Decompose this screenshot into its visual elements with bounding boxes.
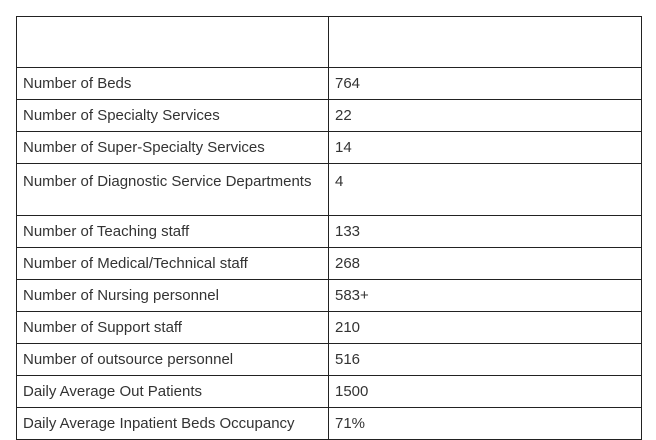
row-value: 14	[329, 132, 642, 164]
row-label: Number of Teaching staff	[17, 216, 329, 248]
table-row	[17, 68, 642, 100]
row-label: Number of Specialty Services	[17, 100, 329, 132]
table-row	[17, 164, 642, 216]
row-value: 71%	[329, 408, 642, 440]
row-value: 516	[329, 344, 642, 376]
table-header-row	[17, 17, 642, 68]
row-label: Daily Average Inpatient Beds Occupancy	[17, 408, 329, 440]
table-row	[17, 312, 642, 344]
row-value: 764	[329, 68, 642, 100]
hospital-stats-table	[16, 16, 642, 440]
row-value: 4	[329, 164, 642, 216]
row-label: Number of Nursing personnel	[17, 280, 329, 312]
row-value: 1500	[329, 376, 642, 408]
row-label: Daily Average Out Patients	[17, 376, 329, 408]
row-label: Number of Medical/Technical staff	[17, 248, 329, 280]
row-value: 210	[329, 312, 642, 344]
table-row	[17, 280, 642, 312]
table-row	[17, 132, 642, 164]
table-row	[17, 408, 642, 440]
row-value: 268	[329, 248, 642, 280]
row-value: 583+	[329, 280, 642, 312]
table-row	[17, 100, 642, 132]
table-header-cell-value	[329, 17, 642, 68]
table-header-cell-label	[17, 17, 329, 68]
row-label: Number of Super-Specialty Services	[17, 132, 329, 164]
table-row	[17, 248, 642, 280]
row-label: Number of Beds	[17, 68, 329, 100]
table-row	[17, 344, 642, 376]
table-row	[17, 216, 642, 248]
row-value: 22	[329, 100, 642, 132]
row-value: 133	[329, 216, 642, 248]
row-label: Number of Support staff	[17, 312, 329, 344]
row-label: Number of outsource personnel	[17, 344, 329, 376]
row-label: Number of Diagnostic Service Departments	[17, 164, 329, 216]
table-row	[17, 376, 642, 408]
